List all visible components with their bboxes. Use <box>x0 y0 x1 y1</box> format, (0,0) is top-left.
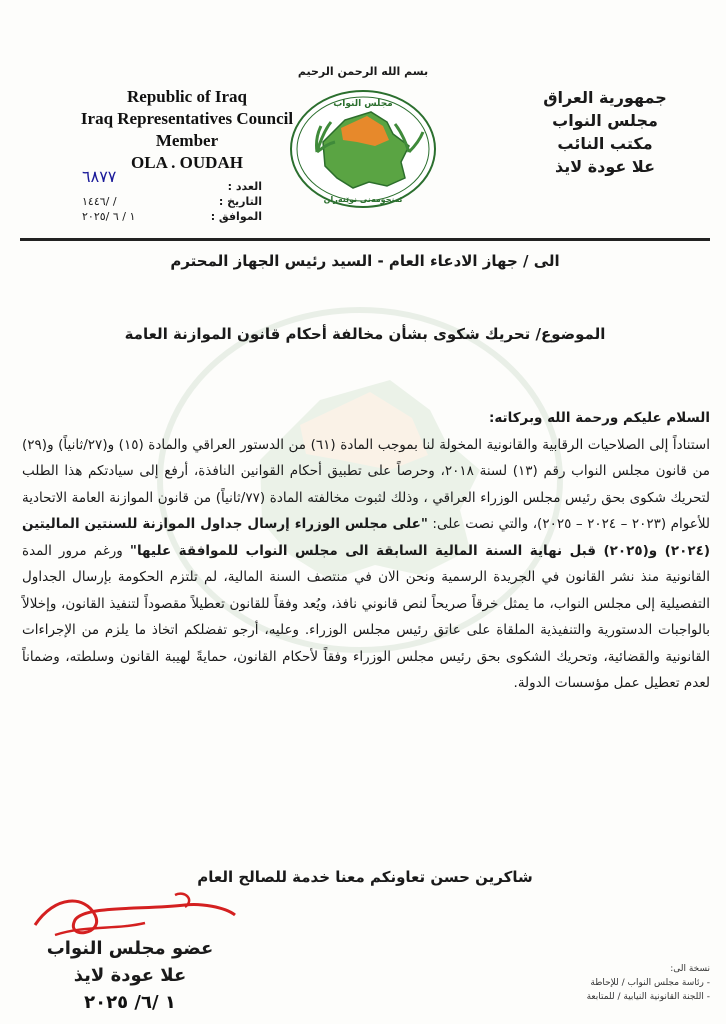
letter-body <box>22 405 710 697</box>
header-en-line2: Iraq Representatives Council <box>80 109 294 128</box>
ref-number-row <box>82 167 262 194</box>
header-divider <box>20 238 710 241</box>
subject-line: الموضوع/ تحريك شكوى بشأن مخالفة أحكام قانون الموازنة العامة <box>124 325 606 343</box>
header-ar-line2: مجلس النواب <box>552 111 658 130</box>
header-en-line4: OLA . OUDAH <box>131 153 243 172</box>
header-en-line3: Member <box>155 131 219 150</box>
signatory-title: عضو مجلس النواب <box>46 938 214 959</box>
header-arabic <box>520 86 690 178</box>
signature-block <box>30 935 230 1016</box>
law-quote: "على مجلس الوزراء إرسال جداول الموازنة للسنتين الماليتين (٢٠٢٤) و(٢٠٢٥) قبل نهاية السنة المالية السابقة الى مجلس النواب للموافقة عليها" <box>22 516 710 559</box>
ref-number-label: العدد : <box>227 180 262 193</box>
paragraph-1: استناداً إلى الصلاحيات الرقابية والقانونية المخولة لنا بموجب المادة (٦١) من الدستور العراقي والمادة (١٥) و(٢٧/ثانياً) و(٢٩) من قانون مجلس النواب رقم (١٣) لسنة ٢٠١٨، وحرصاً على تطبيق أحكام القوانين النافذة، أرفع إلى سيادتكم هذا الطلب لتحريك شكوى بحق رئيس مجلس الوزراء العراقي ، وذلك لثبوت مخالفته المادة (٧٧/ثانياً) من قانون الموازنة العامة الاتحادية للأعوام (٢٠٢٣ – ٢٠٢٤ – ٢٠٢٥)، والتي نصت على: <box>22 436 710 532</box>
ref-date-row <box>82 194 262 209</box>
logo-text-top: مجلس النواب <box>333 99 393 109</box>
paragraph-2: ورغم مرور المدة القانونية منذ نشر القانون في الجريدة الرسمية ونحن الان في منتصف السنة المالية، لم تلتزم الحكومة بإرسال الجداول التفصيلية إلى مجلس النواب، ما يمثل خرقاً صريحاً لنص قانوني نافذ، ويُعد وفقاً للقانون تعطيلاً مقصوداً لتنفيذ القانون، وإخلالاً بالواجبات الدستورية والتنفيذية الملقاة على عاتق رئيس مجلس الوزراء. وعليه، أرجو تفضلكم اتخاذ ما يلزم من الإجراءات القانونية والقضائية، وتحريك الشكوى بحق رئيس مجلس الوزراء وفقاً لأحكام القانون، حمايةً لهيبة القانون وسلطته، وضماناً لعدم تعطيل عمل مؤسسات الدولة. <box>22 542 710 691</box>
closing-line: شاكرين حسن تعاونكم معنا خدمة للصالح العام <box>197 868 533 886</box>
greeting: السلام عليكم ورحمة الله وبركاته: <box>488 410 710 426</box>
header-ar-line4: علا عودة لايذ <box>555 157 655 176</box>
parliament-logo-icon <box>283 82 443 217</box>
copy-to-label: نسخة الى: <box>670 964 710 974</box>
header-english <box>78 86 296 174</box>
signature-date: ١ /٦/ ٢٠٢٥ <box>84 992 176 1013</box>
recipient-line: الى / جهاز الادعاء العام - السيد رئيس الجهاز المحترم <box>170 252 560 270</box>
copy-to-block <box>520 962 710 1004</box>
reference-block <box>82 167 262 224</box>
ref-corresponding-row <box>82 209 262 224</box>
ref-number-value: ٦٨٧٧ <box>82 167 117 186</box>
logo-text-bottom: ئەنجومەنی نوێنەران <box>323 195 403 204</box>
header-en-line1: Republic of Iraq <box>127 87 247 106</box>
body-paragraph-1 <box>22 432 710 697</box>
header-ar-line1: جمهورية العراق <box>543 88 667 107</box>
ref-corresponding-value: ١ / ٦ /٢٠٢٥ <box>82 210 136 223</box>
ref-corresponding-label: الموافق : <box>210 210 262 223</box>
ref-date-label: التاريخ : <box>218 195 262 208</box>
copy-to-item-1: - رئاسة مجلس النواب / للإحاطة <box>590 978 710 988</box>
header-ar-line3: مكتب النائب <box>557 134 653 153</box>
ref-date-value: / /١٤٤٦ <box>82 195 117 208</box>
basmala: بسم الله الرحمن الرحيم <box>297 65 429 78</box>
copy-to-item-2: - اللجنة القانونية النيابية / للمتابعة <box>586 992 710 1002</box>
signatory-name: علا عودة لايذ <box>73 965 187 986</box>
